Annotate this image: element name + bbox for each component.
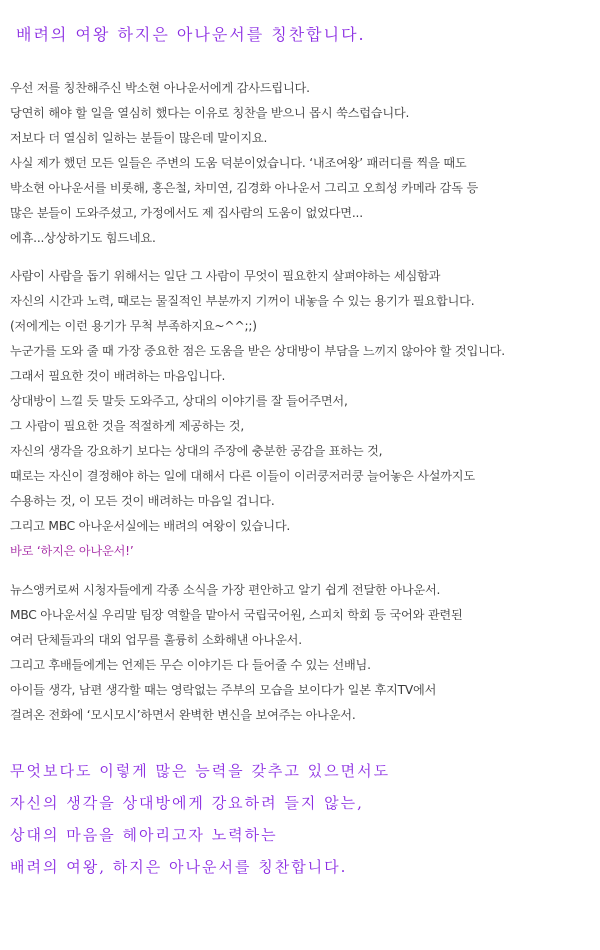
text-line: 자신의 생각을 강요하기 보다는 상대의 주장에 충분한 공감을 표하는 것,: [10, 444, 383, 458]
paragraph-profile: [10, 578, 463, 728]
text-line: MBC 아나운서실 우리말 팀장 역할을 맡아서 국립국어원, 스피치 학회 등 국어와 관련된: [10, 608, 463, 622]
paragraph-consideration: [10, 264, 505, 564]
closing-statement: [10, 760, 390, 888]
highlight-line: 바로 ‘하지은 아나운서!’: [10, 544, 134, 558]
text-line: 뉴스앵커로써 시청자들에게 각종 소식을 가장 편안하고 알기 쉽게 전달한 아나운서.: [10, 583, 441, 597]
page-title: 배려의 여왕 하지은 아나운서를 칭찬합니다.: [16, 22, 366, 45]
text-line: 그래서 필요한 것이 배려하는 마음입니다.: [10, 369, 226, 383]
closing-line: 배려의 여왕, 하지은 아나운서를 칭찬합니다.: [10, 858, 348, 876]
closing-line: 자신의 생각을 상대방에게 강요하려 들지 않는,: [10, 794, 364, 812]
text-line: 박소현 아나운서를 비롯해, 홍은철, 차미연, 김경화 아나운서 그리고 오희성 카메라 감독 등: [10, 181, 479, 195]
text-line: 걸려온 전화에 ‘모시모시’하면서 완벽한 변신을 보여주는 아나운서.: [10, 708, 356, 722]
text-line: 저보다 더 열심히 일하는 분들이 많은데 말이지요.: [10, 131, 268, 145]
text-line: 그리고 후배들에게는 언제든 무슨 이야기든 다 들어줄 수 있는 선배님.: [10, 658, 371, 672]
text-line: 사실 제가 했던 모든 일들은 주변의 도움 덕분이었습니다. ‘내조여왕’ 패러디를 찍을 때도: [10, 156, 467, 170]
text-line: 상대방이 느낄 듯 말듯 도와주고, 상대의 이야기를 잘 들어주면서,: [10, 394, 348, 408]
text-line: 여러 단체들과의 대외 업무를 훌륭히 소화해낸 아나운서.: [10, 633, 302, 647]
text-line: 아이들 생각, 남편 생각할 때는 영락없는 주부의 모습을 보이다가 일본 후지TV에서: [10, 683, 437, 697]
text-line: 그 사람이 필요한 것을 적절하게 제공하는 것,: [10, 419, 245, 433]
paragraph-thanks: [10, 76, 478, 251]
text-line: 많은 분들이 도와주셨고, 가정에서도 제 집사람의 도움이 없었다면...: [10, 206, 363, 220]
text-line: 우선 저를 칭찬해주신 박소현 아나운서에게 감사드립니다.: [10, 81, 310, 95]
text-line: 누군가를 도와 줄 때 가장 중요한 점은 도움을 받은 상대방이 부담을 느끼지 않아야 할 것입니다.: [10, 344, 505, 358]
closing-line: 상대의 마음을 헤아리고자 노력하는: [10, 826, 278, 844]
text-line: (저에게는 이런 용기가 무척 부족하지요~^^;;): [10, 319, 257, 333]
text-line: 자신의 시간과 노력, 때로는 물질적인 부분까지 기꺼이 내놓을 수 있는 용기가 필요합니다.: [10, 294, 475, 308]
text-line: 사람이 사람을 돕기 위해서는 일단 그 사람이 무엇이 필요한지 살펴야하는 세심함과: [10, 269, 441, 283]
text-line: 그리고 MBC 아나운서실에는 배려의 여왕이 있습니다.: [10, 519, 291, 533]
text-line: 수용하는 것, 이 모든 것이 배려하는 마음일 겁니다.: [10, 494, 275, 508]
closing-line: 무엇보다도 이렇게 많은 능력을 갖추고 있으면서도: [10, 762, 391, 780]
text-line: 에휴...상상하기도 힘드네요.: [10, 231, 156, 245]
text-line: 당연히 해야 할 일을 열심히 했다는 이유로 칭찬을 받으니 몹시 쑥스럽습니다.: [10, 106, 410, 120]
text-line: 때로는 자신이 결정해야 하는 일에 대해서 다른 이들이 이러쿵저러쿵 늘어놓은 사설까지도: [10, 469, 475, 483]
